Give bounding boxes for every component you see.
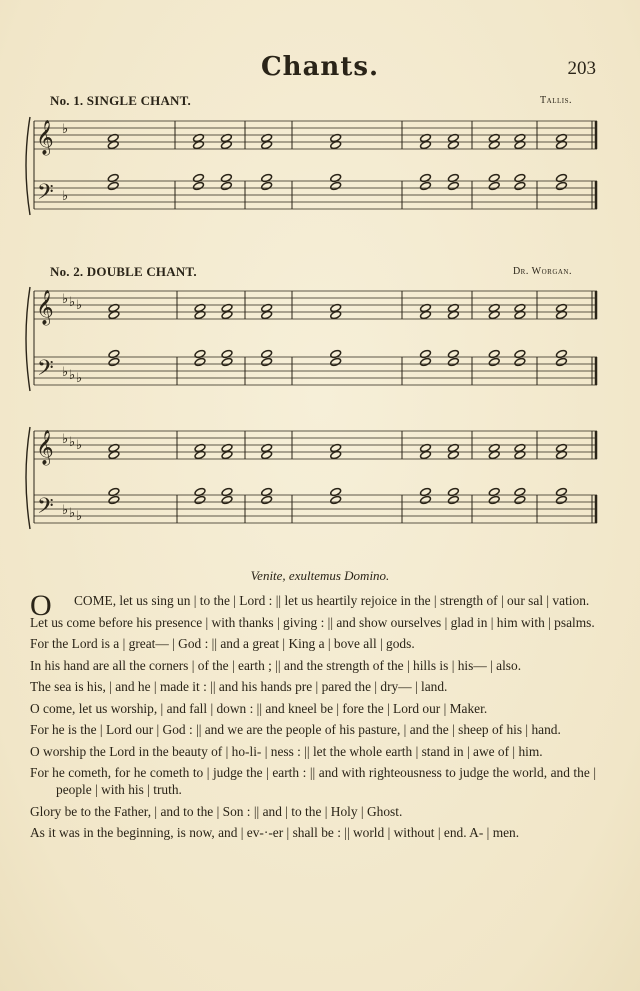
verse-9: For he cometh, for he cometh to | judge the | earth : || and with righteousness to judge the world, and the | people | with his | truth. — [30, 765, 596, 797]
note-head — [420, 357, 432, 366]
drop-cap: O — [30, 589, 52, 622]
verse-4: In his hand are all the corners | of the | earth ; || and the strength of the | hills is | his— | also. — [30, 657, 522, 673]
treble-clef: 𝄞 — [36, 120, 54, 155]
chant1-composer: Tallis. — [540, 95, 572, 106]
note-head — [330, 181, 342, 190]
flat-sign: ♭ — [76, 509, 83, 524]
note-head — [556, 357, 568, 366]
bass-clef: 𝄢 — [37, 180, 54, 210]
flat-sign: ♭ — [62, 189, 69, 204]
note-head — [514, 357, 526, 366]
note-head — [420, 181, 432, 190]
verse-text: COME, let us sing un | to the | Lord : || let us heartily rejoice in the | strength of | our sal | vation. — [74, 593, 590, 608]
chant2-label: No. 2. DOUBLE CHANT. — [50, 264, 197, 279]
note-head — [193, 181, 205, 190]
treble-clef: 𝄞 — [36, 290, 54, 325]
verse-10: Glory be to the Father, | and to the | Son : || and | to the | Holy | Ghost. — [30, 803, 403, 819]
verse-5: The sea is his, | and he | made it : || and his hands pre | pared the | dry— | land. — [30, 679, 448, 694]
system-brace — [26, 287, 30, 391]
note-head — [514, 181, 526, 190]
note-head — [514, 495, 526, 504]
note-head — [447, 357, 459, 366]
flat-sign: ♭ — [69, 368, 76, 383]
psalm-text — [30, 589, 596, 846]
note-head — [420, 495, 432, 504]
note-head — [221, 495, 233, 504]
verse-8: O worship the Lord in the beauty of | ho-li- | ness : || let the whole earth | stand in | awe of | him. — [30, 743, 543, 759]
note-head — [488, 495, 500, 504]
flat-sign: ♭ — [76, 438, 83, 453]
flat-sign: ♭ — [62, 122, 69, 137]
flat-sign: ♭ — [62, 503, 69, 518]
note-head — [107, 181, 119, 190]
chant1-label: No. 1. SINGLE CHANT. — [50, 93, 192, 108]
flat-sign: ♭ — [69, 295, 76, 310]
bass-clef: 𝄢 — [37, 494, 54, 524]
verse-3: For the Lord is a | great— | God : || and a great | King a | bove all | gods. — [30, 636, 415, 651]
note-head — [330, 357, 342, 366]
note-head — [194, 495, 206, 504]
verse-7: For he is the | Lord our | God : || and we are the people of his pasture, | and the | sheep of his | hand. — [30, 722, 561, 737]
flat-sign: ♭ — [62, 365, 69, 380]
note-head — [261, 357, 273, 366]
note-head — [330, 495, 342, 504]
flat-sign: ♭ — [69, 435, 76, 450]
verse-11: As it was in the beginning, is now, and | ev-·-er | shall be : || world | without | end. A- | men. — [30, 825, 520, 840]
note-head — [488, 181, 500, 190]
flat-sign: ♭ — [62, 292, 69, 307]
verse-2: Let us come before his presence | with thanks | giving : || and show ourselves | glad in | him with | psalms. — [30, 614, 595, 630]
note-head — [261, 181, 273, 190]
flat-sign: ♭ — [69, 506, 76, 521]
page-title: Chants. — [260, 52, 380, 82]
note-head — [194, 357, 206, 366]
chant2-composer: Dr. Worgan. — [512, 266, 572, 277]
chant-subtitle: Venite, exultemus Domino. — [250, 568, 390, 583]
verse-6: O come, let us worship, | and fall | down : || and kneel be | fore the | Lord our | Maker. — [30, 700, 488, 716]
note-head — [447, 181, 459, 190]
note-head — [108, 357, 120, 366]
system-brace — [26, 427, 30, 529]
note-head — [221, 357, 233, 366]
flat-sign: ♭ — [76, 298, 83, 313]
note-head — [108, 495, 120, 504]
treble-clef: 𝄞 — [36, 430, 54, 465]
system-brace — [26, 117, 30, 215]
bass-clef: 𝄢 — [37, 356, 54, 386]
note-head — [447, 495, 459, 504]
flat-sign: ♭ — [76, 371, 83, 386]
note-head — [220, 181, 232, 190]
note-head — [261, 495, 273, 504]
note-head — [488, 357, 500, 366]
page-number: 203 — [567, 58, 596, 79]
note-head — [556, 181, 568, 190]
note-head — [556, 495, 568, 504]
flat-sign: ♭ — [62, 432, 69, 447]
